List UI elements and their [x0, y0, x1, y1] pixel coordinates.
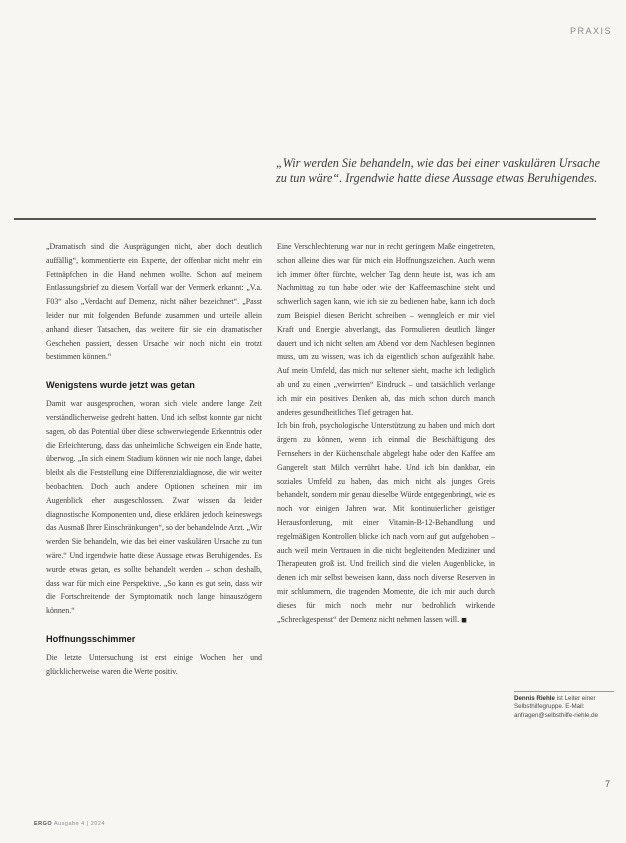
footer [34, 821, 105, 827]
left-column [46, 240, 262, 679]
left-paragraph-2: Damit war ausgesprochen, woran sich viele andere lange Zeit verständlicherweise gedreht hatten. Und ich selbst konnte gar nicht sagen, ob das Potential über diese schwerwiegende Erkenntnis oder die Erleichterung, dass das unheimliche Schweigen ein Ende hatte, überwog. „In sich einem Stadium können wir nie noch lange, dabei bleibt als die Feststellung eine Differenzialdiagnose, die wir weiter beobachten. Doch auch andere Optionen scheinen mir im Augenblick eher ausgeschlossen. Zwar wissen da leider diagnostische Komponenten und, diese erklären jedoch keineswegs das Ausmaß Ihrer Einschränkungen“, so der behandelnde Arzt. „Wir werden Sie behandeln, wie das bei einer vaskulären Ursache zu tun wäre.“ Und irgendwie hatte diese Aussage etwas Beruhigendes. Es wurde etwas getan, es sollte behandelt werden – schon deshalb, dass war für mich eine Perspektive. „So kann es gut sein, dass wir die Fortschreitende der Symptomatik noch lange hinauszögern können.“ [46, 399, 262, 616]
right-column [277, 240, 495, 627]
section-label: PRAXIS [569, 26, 612, 36]
author-caption [514, 691, 614, 720]
page-number: 7 [604, 779, 610, 789]
pull-quote: „Wir werden Sie behandeln, wie das bei einer vaskulären Ursache zu tun wäre“. Irgendwie hatte diese Aussage etwas Beruhigendes. [276, 156, 601, 185]
subheading-getan: Wenigstens wurde jetzt was getan [46, 380, 195, 391]
right-paragraph-2-text: Ich bin froh, psychologische Unterstützung zu haben und mich dort ärgern zu können, wenn ich einmal die Beschäftigung des Fernsehers in der Küchenschale abgelegt habe oder den Kaffee am Gangerelt statt Milch verrührt habe. Und ich bin dankbar, ein soziales Umfeld zu haben, das mich nicht als junges Greis behandelt, sondern mir genau dieselbe Würde entgegenbringt, wie es noch vor einigen Jahren war. Mit kontinuierlicher geistiger Herausforderung, mit einer Vitamin-B-12-Behandlung und regelmäßigen Kontrollen blicke ich nach vorn auf gut aufgehoben – auch weil mein Vertrauen in die nicht begleitenden Mediziner und Therapeuten groß ist. Und freilich sind die vielen Augenblicke, in denen ich mir selbst beweisen kann, dass noch diverse Reserven in mir schlummern, die tragenden Momente, die ich mir auch durch dieses für mich noch mehr nur bedrohlich wirkende „Schreckgespenst“ der Demenz nicht nehmen lassen will. [277, 421, 495, 624]
right-paragraph-2 [277, 419, 495, 627]
right-paragraph-1: Eine Verschlechterung war nur in recht geringem Maße eingetreten, schon alleine dies war für mich ein Hoffnungszeichen. Auch wenn ich immer öfter fürchte, welcher Tag denn heute ist, was ich am Nachmittag zu tun habe oder wie der Kaffeemaschine steht und schwerlich sagen kann, wie ich sie zu bedienen habe, kann ich doch zum Beispiel diesen Bericht schreiben – wenngleich er mir viel Kraft und Energie abverlangt, das Formulieren deutlich länger dauert und ich nicht selten am Abend vor dem Nachlesen beginnen muss, um zu wissen, was ich da eigentlich schon aufgezählt habe. Auf mein Umfeld, das mich nur seltener sieht, mache ich lediglich ab und zu einen „verwirrten“ Eindruck – und tatsächlich verlange ich mir ein positives Denken ab, das mich schon durch manch anderes gesundheitliches Tief getragen hat. [277, 242, 495, 417]
subheading-hoffnungsschimmer: Hoffnungsschimmer [46, 633, 136, 644]
footer-publication: ERGO [34, 821, 53, 827]
left-paragraph-1: „Dramatisch sind die Ausprägungen nicht, aber doch deutlich auffällig“, kommentierte ein Experte, der offenbar nicht mehr ein Fettnäpfchen in die Hand nehmen wollte. Schon auf meinem Entlassungsbrief zu diesem Vorfall war der Vermerk erkannt: „V.a. F03“ also „Verdacht auf Demenz, nicht näher bezeichnet“. „Passt leider nur mit folgenden Befunde zusammen und urteile allein anhand dieser Tatsachen, das weitere für sie ein dramatischer Geschehen passiert, dessen Ursache wir noch nicht ein trotzt bestimmen können.“ [46, 242, 262, 362]
end-mark-icon: ◼ [461, 615, 467, 624]
footer-details: Ausgabe 4 | 2024 [53, 821, 105, 827]
author-description: ist Leiter einer Selbsthilfegruppe. E-Mail: anfragen@selbsthilfe-riehle.de [514, 695, 599, 719]
left-paragraph-3: Die letzte Untersuchung ist erst einige Wochen her und glücklicherweise waren die Werte positiv. [46, 652, 262, 676]
author-name: Dennis Riehle [514, 695, 555, 702]
